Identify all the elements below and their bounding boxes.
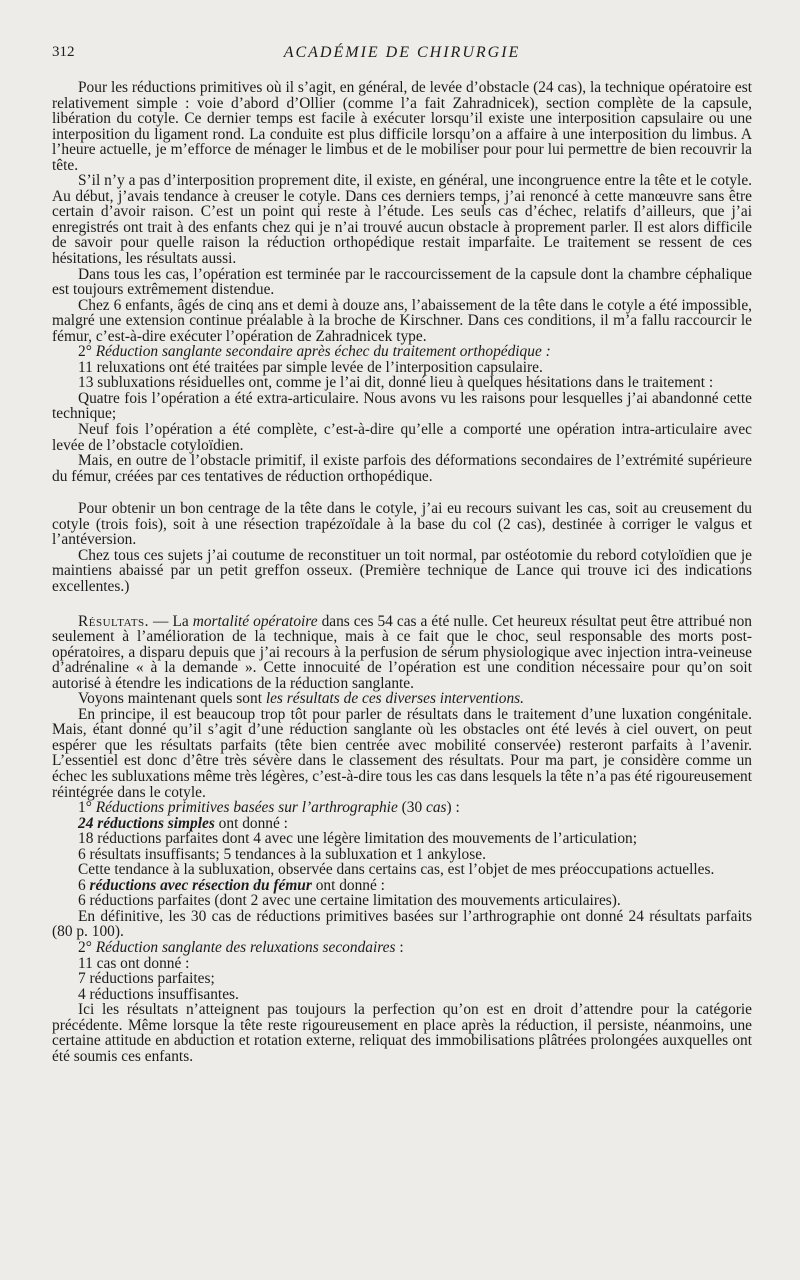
text-run: : (395, 938, 404, 956)
paragraph: 13 subluxations résiduelles ont, comme je l’ai dit, donné lieu à quelques hésitations dans le traitement : (78, 374, 714, 392)
bold-emphasis: réductions avec résection du fémur (89, 876, 312, 894)
paragraph: Chez 6 enfants, âgés de cinq ans et demi à douze ans, l’abaissement de la tête dans le cotyle a été impossible, malgré une extension continue préalable à la broche de Kirschner. Dans ces conditions, il m’a fallu raccourcir le fémur, c’est-à-dire exécuter l’opération de Zahradnicek type. (52, 296, 752, 345)
emphasis: cas (426, 799, 447, 817)
page-number: 312 (52, 44, 75, 60)
paragraph: 11 reluxations ont été traitées par simple levée de l’interposition capsulaire. (78, 358, 543, 376)
paragraph: 6 résultats insuffisants; 5 tendances à la subluxation et 1 ankylose. (78, 845, 486, 863)
text-run: ) : (446, 799, 460, 817)
paragraph: En principe, il est beaucoup trop tôt pour parler de résultats dans le traitement d’une luxation congénitale. Mais, étant donné qu’il s’agit d’une réduction sanglante où les obstacles ont été levés à ciel ouvert, on peut espérer que les résultats parfaits (tête bien centrée avec mobilité conservée) resteront parfaits à l’avenir. L’essentiel est donc d’être très sévère dans le classement des résultats. Pour ma part, je considère comme un échec les subluxations même très légères, c’est-à-dire tous les cas dans lesquels la tête n’a pas été rigoureusement réintégrée dans le cotyle. (52, 705, 753, 801)
text-run: ont donné : (311, 876, 385, 894)
journal-title: ACADÉMIE DE CHIRURGIE (283, 44, 521, 61)
paragraph: Neuf fois l’opération a été complète, c’est-à-dire qu’elle a comporté une opération intra-articulaire avec levée de l’obstacle cotyloïdien. (52, 421, 752, 454)
text-run: ont donné : (214, 814, 288, 832)
section-heading (52, 940, 752, 956)
section-heading (52, 800, 752, 816)
paragraph: Ici les résultats n’atteignent pas toujours la perfection qu’on est en droit d’attendre pour la catégorie précédente. Même lorsque la tête reste rigoureusement en place après la réduction, il persiste, néanmoins, une certaine attitude en abduction et rotation externe, reliquat des immobilisations plâtrées prolongées auxquelles ont été soumis ces enfants. (52, 1001, 752, 1065)
paragraph: Dans tous les cas, l’opération est terminée par le raccourcissement de la capsule dont la chambre céphalique est toujours extrêmement distendue. (52, 265, 752, 299)
paragraph: En définitive, les 30 cas de réductions primitives basées sur l’arthrographie ont donné 24 résultats parfaits (80 p. 100). (52, 907, 752, 941)
section-title: Réduction sanglante des reluxations secondaires (95, 938, 396, 956)
section-title: Réductions primitives basées sur l’arthrographie (95, 799, 398, 817)
emphasis: mortalité opératoire (192, 612, 318, 630)
paragraph (52, 691, 752, 707)
paragraph: 6 réductions parfaites (dont 2 avec une certaine limitation des mouvements articulaires). (78, 892, 621, 910)
section-number: 2° (78, 938, 96, 956)
section-number: 1° (78, 799, 96, 817)
section-heading (52, 344, 752, 360)
section-title: Réduction sanglante secondaire après échec du traitement orthopédique : (95, 343, 551, 361)
paragraph: 7 réductions parfaites; (78, 970, 215, 988)
results-paragraph (52, 614, 752, 692)
text-run: 6 (78, 876, 90, 894)
paragraph: Pour obtenir un bon centrage de la tête dans le cotyle, j’ai eu recours suivant les cas, soit au creusement du cotyle (trois fois), soit à une résection trapézoïdale à la base du col (2 cas), destinée à corriger le valgus et l’antéversion. (52, 500, 752, 549)
paragraph: 18 réductions parfaites dont 4 avec une légère limitation des mouvements de l’articulation; (78, 830, 638, 848)
bold-emphasis: 24 réductions simples (78, 814, 215, 832)
body-text (52, 80, 752, 1064)
text-run: (30 (397, 799, 427, 817)
text-run: dans ces 54 cas a été nulle. Cet heureux résultat peut être attribué non seulement à l’amélioration de la technique, mais à ce fait que le choc, seul responsable des morts post-opératoires, a disparu depuis que j’ai recours à la perfusion de sérum physiologique avec injection intra-veineuse d’adrénaline « à la demande ». Cette innocuité de l’opération est une condition nécessaire pour qu’on soit autorisé à étendre les indications de la réduction sanglante. (52, 612, 753, 692)
paragraph: Quatre fois l’opération a été extra-articulaire. Nous avons vu les raisons pour lesquelles j’ai abandonné cette technique; (52, 389, 752, 423)
running-header (52, 44, 752, 66)
paragraph (52, 878, 752, 894)
paragraph: Cette tendance à la subluxation, observée dans certains cas, est l’objet de mes préoccupations actuelles. (78, 861, 715, 879)
paragraph: Chez tous ces sujets j’ai coutume de reconstituer un toit normal, par ostéotomie du rebord cotyloïdien que je maintiens abaissé par un petit greffon osseux. (Première technique de Lance qui trouve ici des indications excellentes.) (52, 546, 752, 595)
results-heading: Résultats. (78, 612, 150, 630)
paragraph: 4 réductions insuffisantes. (78, 985, 239, 1003)
paragraph: Mais, en outre de l’obstacle primitif, il existe parfois des déformations secondaires de l’extrémité supérieure du fémur, créées par ces tentatives de réduction orthopédique. (52, 452, 752, 485)
text-run: Voyons maintenant quels sont (78, 690, 266, 708)
section-number: 2° (78, 343, 96, 361)
paragraph: 11 cas ont donné : (78, 954, 190, 972)
paragraph: Pour les réductions primitives où il s’agit, en général, de levée d’obstacle (24 cas), la technique opératoire est relativement simple : voie d’abord d’Ollier (comme l’a fait Zahradnicek), section complète de la capsule, libération du cotyle. Ce dernier temps est facile à exécuter lorsqu’il existe une interposition capsulaire ou une interposition du ligament rond. La conduite est plus difficile lorsqu’on a affaire à une interposition du limbus. A l’heure actuelle, je m’efforce de ménager le limbus et de le mobiliser pour pour lui permettre de bien recouvrir la tête. (52, 79, 752, 174)
emphasis: les résultats de ces diverses interventions. (265, 690, 524, 708)
paragraph (52, 816, 752, 832)
paragraph: S’il n’y a pas d’interposition proprement dite, il existe, en général, une incongruence entre la tête et le cotyle. Au début, j’avais tendance à creuser le cotyle. Dans ces derniers temps, j’ai renoncé à cette manœuvre sans être certain d’avoir raison. C’est un point qui reste à l’étude. Les seuls cas d’échec, relatifs d’ailleurs, que j’ai enregistrés ont trait à des enfants chez qui je n’ai trouvé aucun obstacle à proprement parler. Il est alors difficile de savoir pour quelle raison la réduction orthopédique restait imparfaite. Le traitement se ressent de ces hésitations, les résultats aussi. (52, 172, 752, 268)
text-run: — La (149, 612, 193, 630)
